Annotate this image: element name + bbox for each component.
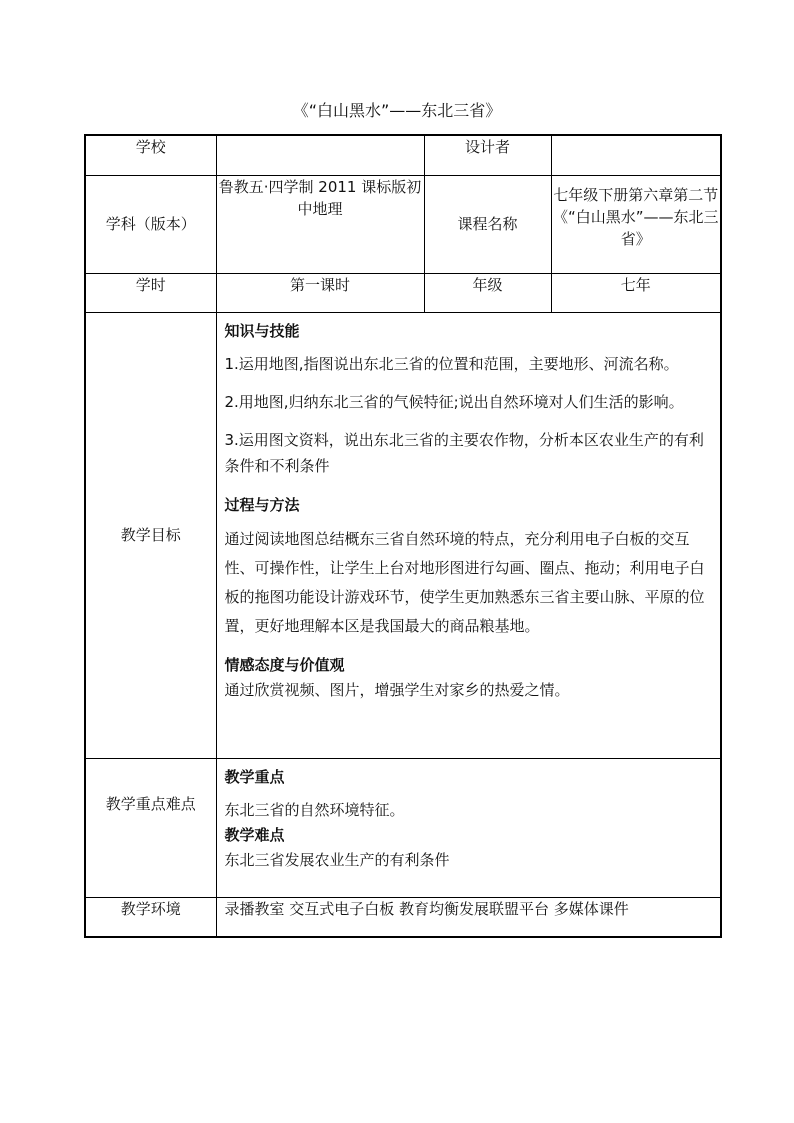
course-value: 七年级下册第六章第二节《“白山黑水”——东北三省》 [551, 175, 721, 273]
process-title: 过程与方法 [224, 495, 300, 514]
difficulty-text: 东北三省发展农业生产的有利条件 [224, 850, 450, 869]
row-environment [85, 897, 721, 937]
row-keypoints [85, 758, 721, 897]
subject-label: 学科（版本） [85, 175, 216, 273]
knowledge-item-1: 1.运用地图,指图说出东北三省的位置和范围，主要地形、河流名称。 [224, 354, 679, 373]
school-label: 学校 [85, 135, 216, 175]
row-period [85, 273, 721, 312]
keypoints-label: 教学重点难点 [85, 758, 216, 897]
knowledge-item-3: 3.运用图文资料，说出东北三省的主要农作物，分析本区农业生产的有利条件和不利条件 [224, 430, 704, 475]
designer-value [551, 135, 721, 175]
knowledge-title: 知识与技能 [224, 321, 300, 340]
difficulty-title: 教学难点 [224, 825, 285, 844]
subject-value: 鲁教五·四学制 2011 课标版初中地理 [216, 175, 424, 273]
period-value: 第一课时 [216, 273, 424, 312]
objectives-content [216, 312, 721, 758]
row-school [85, 135, 721, 175]
focus-title: 教学重点 [224, 767, 285, 786]
lesson-plan-table [84, 134, 722, 938]
process-text: 通过阅读地图总结概东三省自然环境的特点，充分利用电子白板的交互性、可操作性，让学生上台对地形图进行勾画、圈点、拖动；利用电子白板的拖图功能设计游戏环节，使学生更加熟悉东三省主要山脉、平原的位置，更好地理解本区是我国最大的商品粮基地。 [224, 529, 705, 635]
environment-label: 教学环境 [85, 897, 216, 937]
emotion-text: 通过欣赏视频、图片，增强学生对家乡的热爱之情。 [224, 680, 570, 699]
emotion-title: 情感态度与价值观 [224, 655, 345, 674]
grade-label: 年级 [424, 273, 551, 312]
period-label: 学时 [85, 273, 216, 312]
knowledge-item-2: 2.用地图,归纳东北三省的气候特征;说出自然环境对人们生活的影响。 [224, 392, 684, 411]
objectives-label: 教学目标 [85, 312, 216, 758]
course-label: 课程名称 [424, 175, 551, 273]
focus-text: 东北三省的自然环境特征。 [224, 800, 405, 819]
document-title: 《“白山黑水”——东北三省》 [292, 101, 502, 120]
grade-value: 七年 [551, 273, 721, 312]
designer-label: 设计者 [424, 135, 551, 175]
environment-value: 录播教室 交互式电子白板 教育均衡发展联盟平台 多媒体课件 [216, 897, 721, 937]
row-objectives [85, 312, 721, 758]
school-value [216, 135, 424, 175]
keypoints-content [216, 758, 721, 897]
row-subject [85, 175, 721, 273]
